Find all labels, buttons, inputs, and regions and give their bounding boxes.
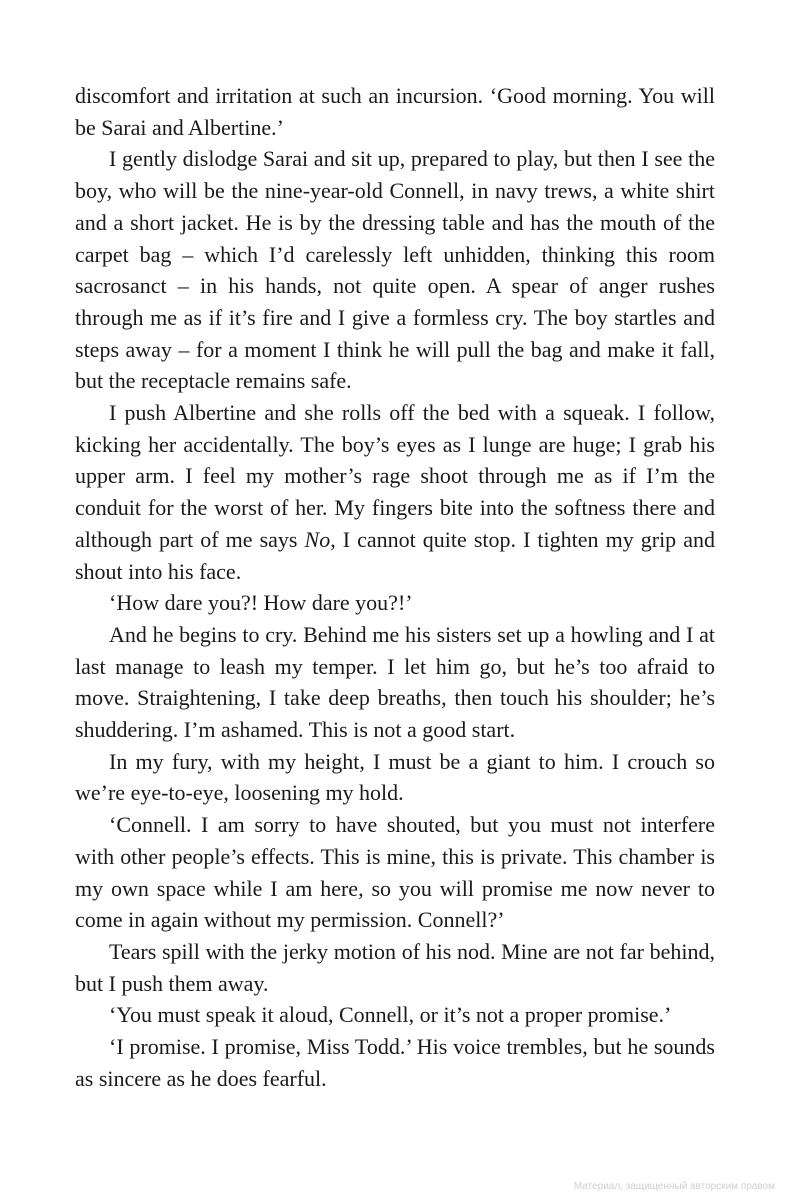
paragraph-1: discomfort and irritation at such an incursion. ‘Good morning. You will be Sarai and Albertine.’ [75,83,715,140]
paragraph-9: ‘You must speak it aloud, Connell, or it’s not a proper promise.’ [109,1002,672,1028]
paragraph-7: ‘Connell. I am sorry to have shouted, but you must not interfere with other people’s effects. This is mine, this is private. This chamber is my own space while I am here, so you will promise me now never to come in again without my permission. Connell?’ [75,812,715,933]
paragraph-8: Tears spill with the jerky motion of his nod. Mine are not far behind, but I push them away. [75,938,715,996]
paragraph-3-italic-word: No [304,526,331,552]
copyright-watermark: Материал, защищенный авторским правом [573,1181,775,1192]
paragraph-10: ‘I promise. I promise, Miss Todd.’ His voice trembles, but he sounds as sincere as he does fearful. [75,1034,715,1091]
paragraph-3-text-after: , I cannot quite stop. I tighten my grip and shout into his face. [75,526,715,584]
paragraph-3-text-before: I push Albertine and she rolls off the bed with a squeak. I follow, kicking her accidentally. The boy’s eyes as I lunge are huge; I grab his upper arm. I feel my mother’s rage shoot through me as if I’m the conduit for the worst of her. My fingers bite into the softness there and although part of me says [75,400,715,552]
paragraph-6: In my fury, with my height, I must be a giant to him. I crouch so we’re eye-to-eye, loosening my hold. [75,748,715,806]
paragraph-3 [75,397,715,587]
page-body [75,80,715,1095]
paragraph-2: I gently dislodge Sarai and sit up, prepared to play, but then I see the boy, who will be the nine-year-old Connell, in navy trews, a white shirt and a short jacket. He is by the dressing table and has the mouth of the carpet bag – which I’d carelessly left unhidden, thinking this room sacrosanct – in his hands, not quite open. A spear of anger rushes through me as if it’s fire and I give a formless cry. The boy startles and steps away – for a moment I think he will pull the bag and make it fall, but the receptacle remains safe. [75,146,715,394]
paragraph-5: And he begins to cry. Behind me his sisters set up a howling and I at last manage to leash my temper. I let him go, but he’s too afraid to move. Straightening, I take deep breaths, then touch his shoulder; he’s shuddering. I’m ashamed. This is not a good start. [75,621,715,743]
paragraph-4: ‘How dare you?! How dare you?!’ [109,590,413,616]
